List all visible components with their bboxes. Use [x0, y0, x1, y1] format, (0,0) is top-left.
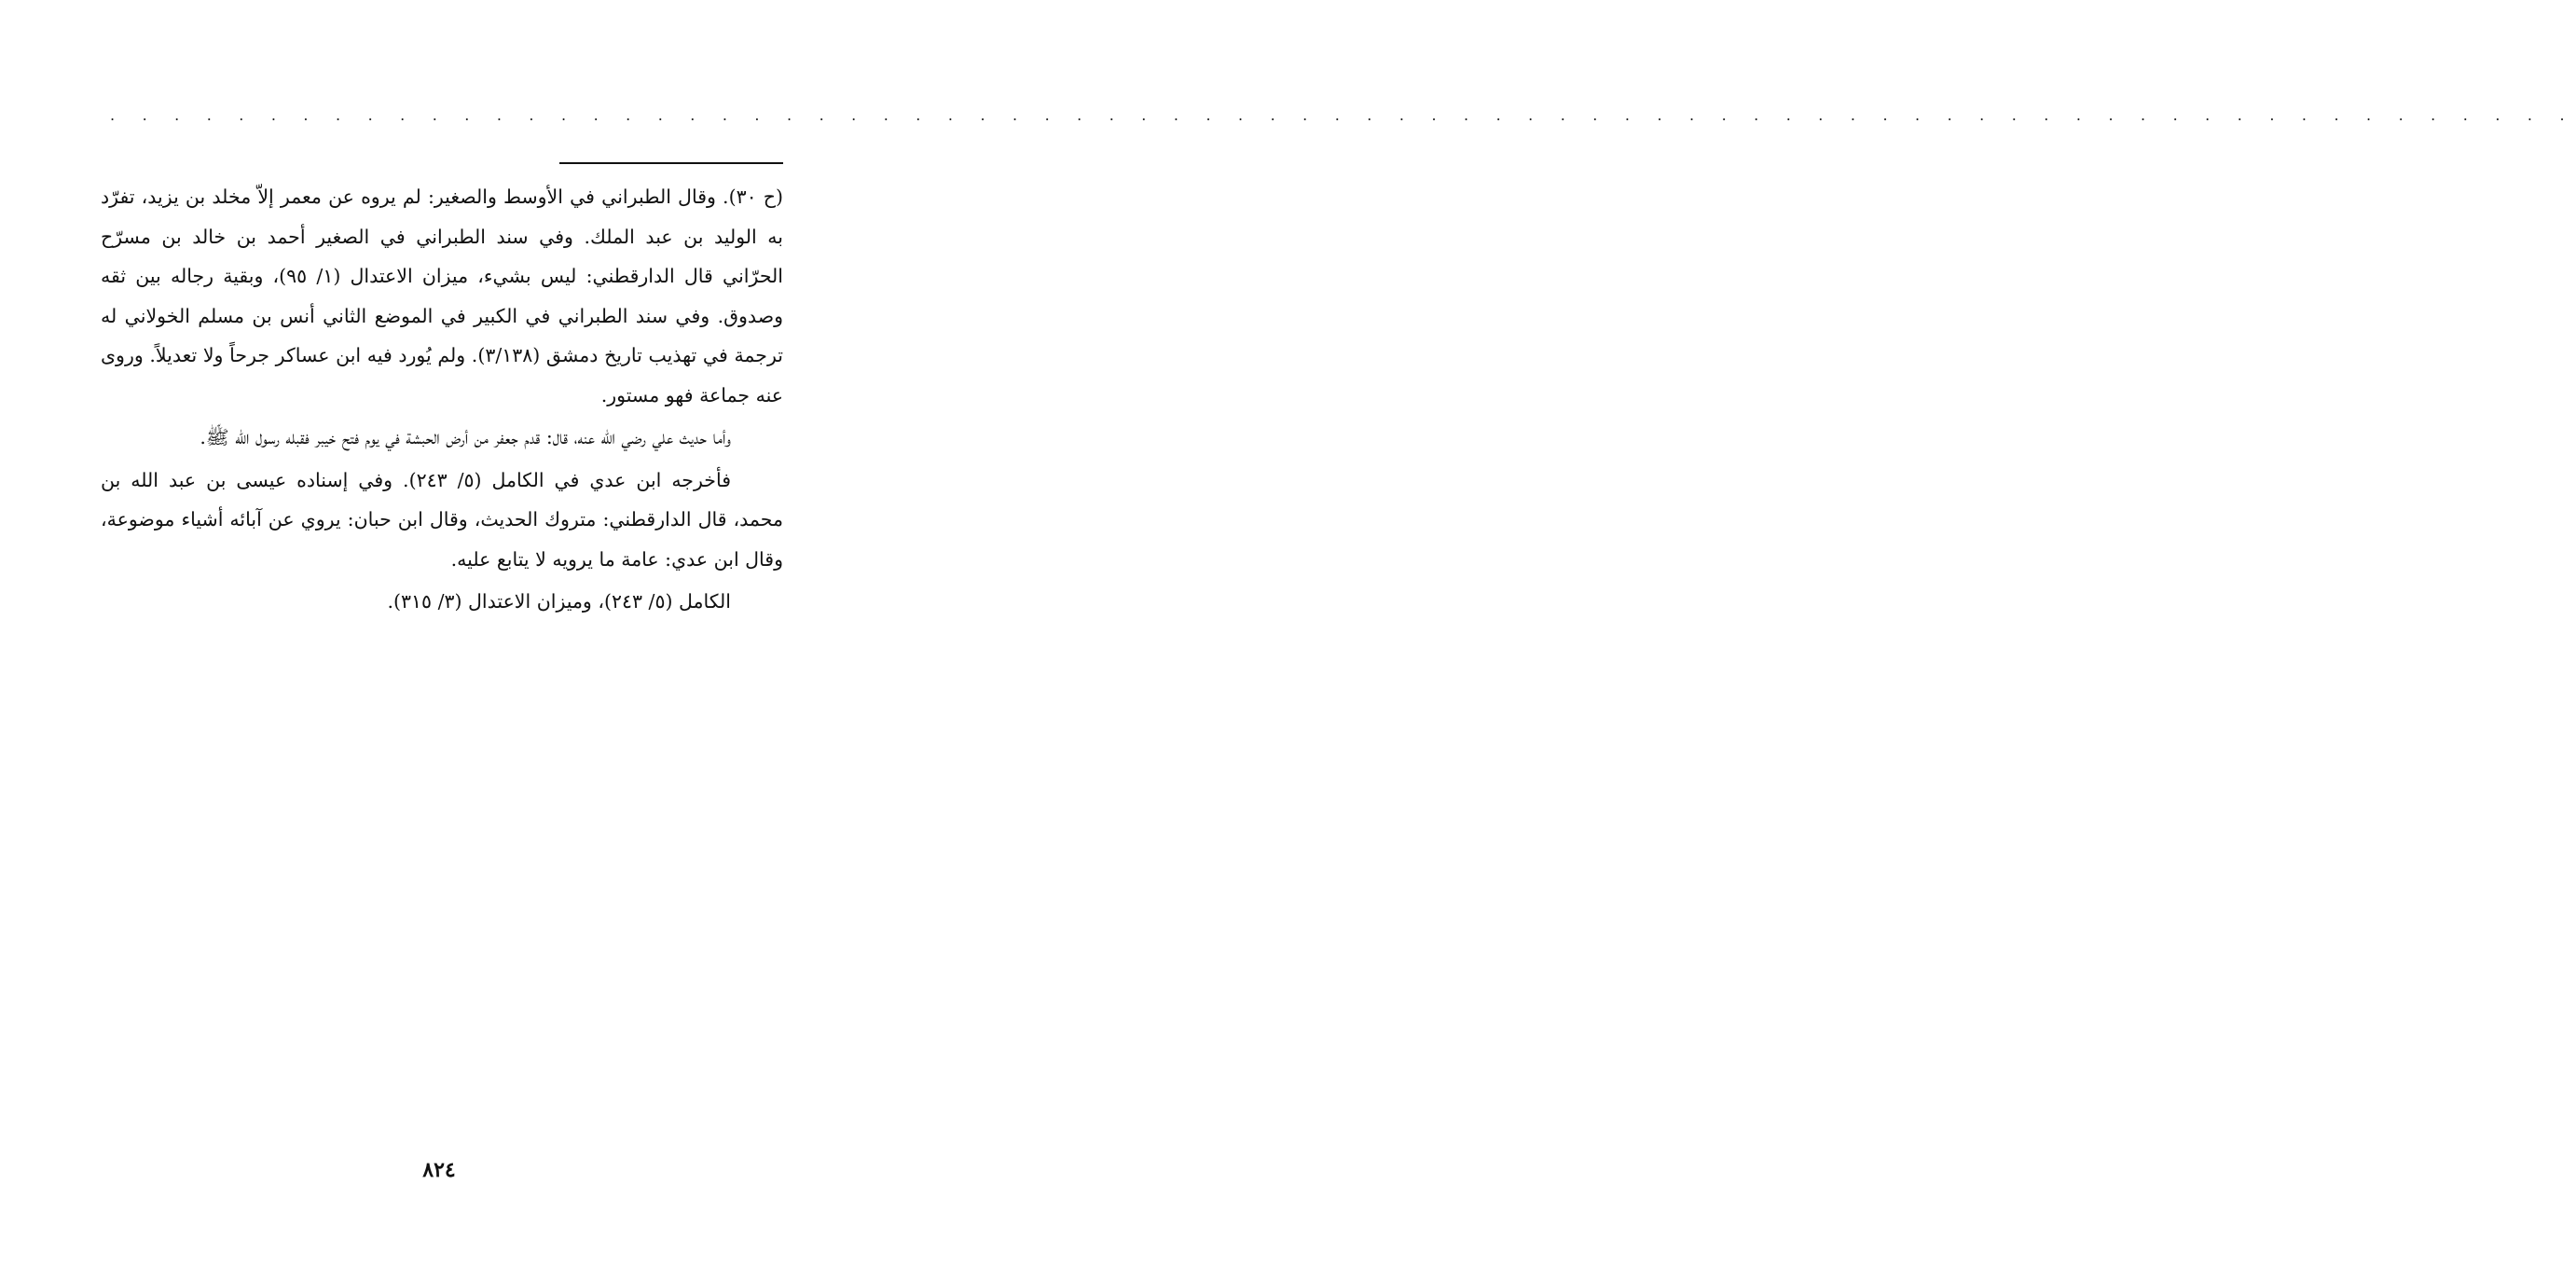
footnote-rule: [559, 162, 783, 164]
footnote-paragraph-2: وأما حديث علي رضي الله عنه، قال: قدم جعفر من أرض الحبشة في يوم فتح خيبر فقبله رسول الله ﷺ.: [200, 426, 731, 448]
footnote-paragraph-1: (ح ٣٠). وقال الطبراني في الأوسط والصغير: لم يروه عن معمر إلاّ مخلد بن يزيد، تفرّد به الوليد بن عبد الملك. وفي سند الطبراني في الصغير أحمد بن خالد بن مسرّح الحرّاني قال الدارقطني: ليس بشيء، ميزان الاعتدال (١/ ٩٥)، وبقية رجاله بين ثقه وصدوق. وفي سند الطبراني في الكبير في الموضع الثاني أنس بن مسلم الخولاني له ترجمة في تهذيب تاريخ دمشق (٣/١٣٨). ولم يُورد فيه ابن عساكر جرحاً ولا تعديلاً. وروى عنه جماعة فهو مستور.: [101, 186, 784, 406]
footnote-paragraph-4: الكامل (٥/ ٢٤٣)، وميزان الاعتدال (٣/ ٣١٥).: [387, 590, 731, 613]
footnote-block: [101, 177, 783, 622]
separator-dots: . . . . . . . . . . . . . . . . . . . . . . . . . . . . . . . . . . . . . . . . . . . . . . . . . . . . . . . . . . . . . . . . . . . . . . . . . . . . .: [110, 106, 2576, 124]
page-number: ٨٢٤: [422, 1158, 456, 1182]
footnote-paragraph-3: فأخرجه ابن عدي في الكامل (٥/ ٢٤٣). وفي إسناده عيسى بن عبد الله بن محمد، قال الدارقطني: متروك الحديث، وقال ابن حبان: يروي عن آبائه أشياء موضوعة، وقال ابن عدي: عامة ما يرويه لا يتابع عليه.: [101, 468, 783, 571]
